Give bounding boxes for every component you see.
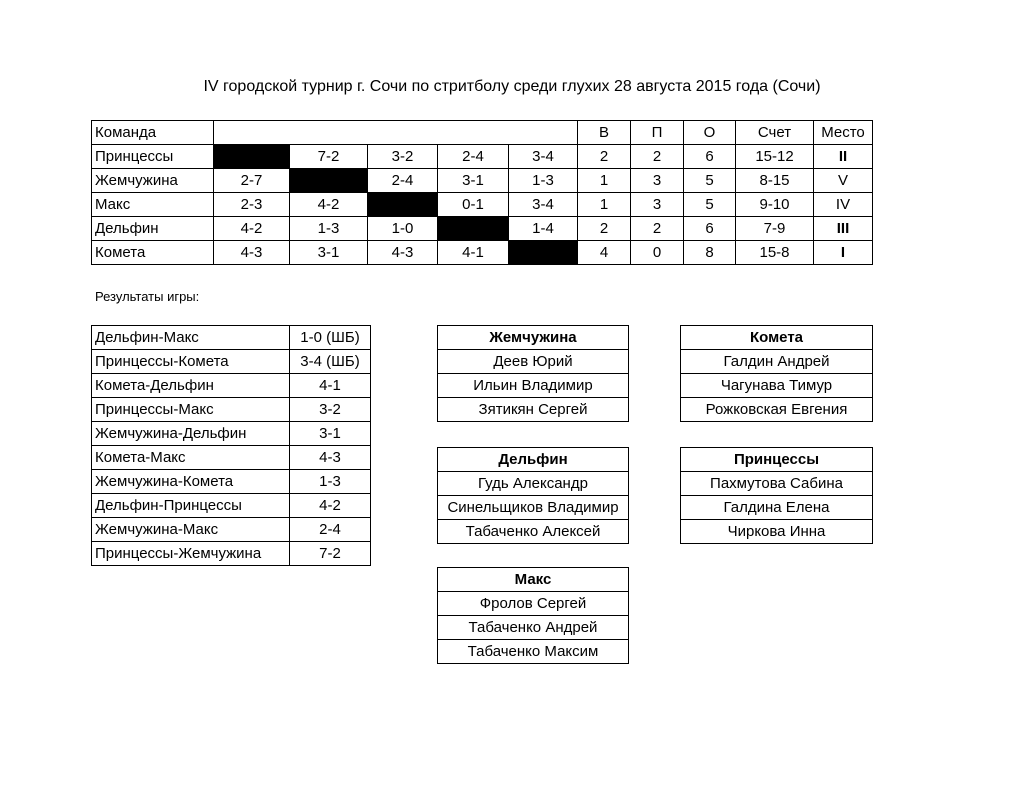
match-score: 4-2 <box>214 217 290 241</box>
match-name: Дельфин-Принцессы <box>92 494 290 518</box>
result-row <box>92 374 371 398</box>
match-score: 3-4 <box>509 145 578 169</box>
match-result: 1-3 <box>290 470 371 494</box>
standings-row <box>92 241 873 265</box>
match-score: 1-0 <box>368 217 438 241</box>
result-row <box>92 494 371 518</box>
match-name: Жемчужина-Макс <box>92 518 290 542</box>
results-table <box>91 325 371 566</box>
roster-player: Чиркова Инна <box>681 520 873 544</box>
self-match-cell <box>509 241 578 265</box>
result-row <box>92 542 371 566</box>
match-result: 3-4 (ШБ) <box>290 350 371 374</box>
match-name: Комета-Дельфин <box>92 374 290 398</box>
match-result: 7-2 <box>290 542 371 566</box>
match-result: 4-2 <box>290 494 371 518</box>
roster-zhemchuzhina <box>437 325 629 422</box>
match-name: Принцессы-Комета <box>92 350 290 374</box>
header-results-span <box>214 121 578 145</box>
roster-player: Рожковская Евгения <box>681 398 873 422</box>
points-value: 8 <box>684 241 736 265</box>
match-name: Дельфин-Макс <box>92 326 290 350</box>
roster-maks <box>437 567 629 664</box>
match-result: 4-1 <box>290 374 371 398</box>
points-value: 6 <box>684 145 736 169</box>
match-score: 2-3 <box>214 193 290 217</box>
result-row <box>92 470 371 494</box>
losses-value: 3 <box>631 169 684 193</box>
wins-value: 2 <box>578 145 631 169</box>
match-score: 2-4 <box>368 169 438 193</box>
roster-delfin <box>437 447 629 544</box>
roster-team-name: Макс <box>438 568 629 592</box>
roster-player: Галдина Елена <box>681 496 873 520</box>
roster-player: Гудь Александр <box>438 472 629 496</box>
result-row <box>92 398 371 422</box>
match-result: 3-1 <box>290 422 371 446</box>
match-score: 3-4 <box>509 193 578 217</box>
result-row <box>92 350 371 374</box>
wins-value: 1 <box>578 169 631 193</box>
match-result: 1-0 (ШБ) <box>290 326 371 350</box>
match-result: 3-2 <box>290 398 371 422</box>
place-value: I <box>814 241 873 265</box>
header-losses: П <box>631 121 684 145</box>
standings-row <box>92 169 873 193</box>
wins-value: 4 <box>578 241 631 265</box>
match-name: Жемчужина-Дельфин <box>92 422 290 446</box>
match-score: 4-3 <box>368 241 438 265</box>
result-row <box>92 518 371 542</box>
match-score: 7-2 <box>290 145 368 169</box>
header-score: Счет <box>736 121 814 145</box>
place-value: V <box>814 169 873 193</box>
roster-printsessy <box>680 447 873 544</box>
result-row <box>92 446 371 470</box>
standings-header-row <box>92 121 873 145</box>
team-name: Комета <box>92 241 214 265</box>
self-match-cell <box>290 169 368 193</box>
match-score: 4-3 <box>214 241 290 265</box>
place-value: III <box>814 217 873 241</box>
self-match-cell <box>368 193 438 217</box>
wins-value: 1 <box>578 193 631 217</box>
header-place: Место <box>814 121 873 145</box>
match-score: 0-1 <box>438 193 509 217</box>
score-value: 15-8 <box>736 241 814 265</box>
result-row <box>92 422 371 446</box>
place-value: IV <box>814 193 873 217</box>
losses-value: 2 <box>631 217 684 241</box>
header-points: О <box>684 121 736 145</box>
standings-row <box>92 145 873 169</box>
header-team: Команда <box>92 121 214 145</box>
match-score: 2-7 <box>214 169 290 193</box>
team-name: Макс <box>92 193 214 217</box>
roster-player: Табаченко Андрей <box>438 616 629 640</box>
roster-player: Чагунава Тимур <box>681 374 873 398</box>
points-value: 5 <box>684 169 736 193</box>
roster-player: Деев Юрий <box>438 350 629 374</box>
standings-row <box>92 217 873 241</box>
losses-value: 0 <box>631 241 684 265</box>
roster-team-name: Принцессы <box>681 448 873 472</box>
page-title: IV городской турнир г. Сочи по стритболу среди глухих 28 августа 2015 года (Сочи) <box>203 78 821 95</box>
score-value: 8-15 <box>736 169 814 193</box>
roster-player: Синельщиков Владимир <box>438 496 629 520</box>
team-name: Жемчужина <box>92 169 214 193</box>
match-score: 1-3 <box>290 217 368 241</box>
match-score: 3-1 <box>438 169 509 193</box>
match-name: Принцессы-Макс <box>92 398 290 422</box>
match-score: 3-2 <box>368 145 438 169</box>
team-name: Принцессы <box>92 145 214 169</box>
results-title: Результаты игры: <box>95 289 200 304</box>
match-result: 4-3 <box>290 446 371 470</box>
place-value: II <box>814 145 873 169</box>
result-row <box>92 326 371 350</box>
roster-player: Фролов Сергей <box>438 592 629 616</box>
points-value: 6 <box>684 217 736 241</box>
points-value: 5 <box>684 193 736 217</box>
match-name: Принцессы-Жемчужина <box>92 542 290 566</box>
score-value: 9-10 <box>736 193 814 217</box>
roster-team-name: Комета <box>681 326 873 350</box>
match-score: 1-3 <box>509 169 578 193</box>
match-name: Комета-Макс <box>92 446 290 470</box>
losses-value: 2 <box>631 145 684 169</box>
roster-player: Зятикян Сергей <box>438 398 629 422</box>
roster-player: Галдин Андрей <box>681 350 873 374</box>
match-score: 4-1 <box>438 241 509 265</box>
roster-player: Табаченко Алексей <box>438 520 629 544</box>
roster-player: Табаченко Максим <box>438 640 629 664</box>
score-value: 7-9 <box>736 217 814 241</box>
standings-table <box>91 120 873 265</box>
self-match-cell <box>438 217 509 241</box>
match-score: 1-4 <box>509 217 578 241</box>
team-name: Дельфин <box>92 217 214 241</box>
roster-player: Пахмутова Сабина <box>681 472 873 496</box>
roster-team-name: Жемчужина <box>438 326 629 350</box>
self-match-cell <box>214 145 290 169</box>
roster-kometa <box>680 325 873 422</box>
score-value: 15-12 <box>736 145 814 169</box>
roster-team-name: Дельфин <box>438 448 629 472</box>
match-result: 2-4 <box>290 518 371 542</box>
roster-player: Ильин Владимир <box>438 374 629 398</box>
match-score: 4-2 <box>290 193 368 217</box>
header-wins: В <box>578 121 631 145</box>
wins-value: 2 <box>578 217 631 241</box>
match-score: 2-4 <box>438 145 509 169</box>
standings-row <box>92 193 873 217</box>
losses-value: 3 <box>631 193 684 217</box>
match-score: 3-1 <box>290 241 368 265</box>
match-name: Жемчужина-Комета <box>92 470 290 494</box>
